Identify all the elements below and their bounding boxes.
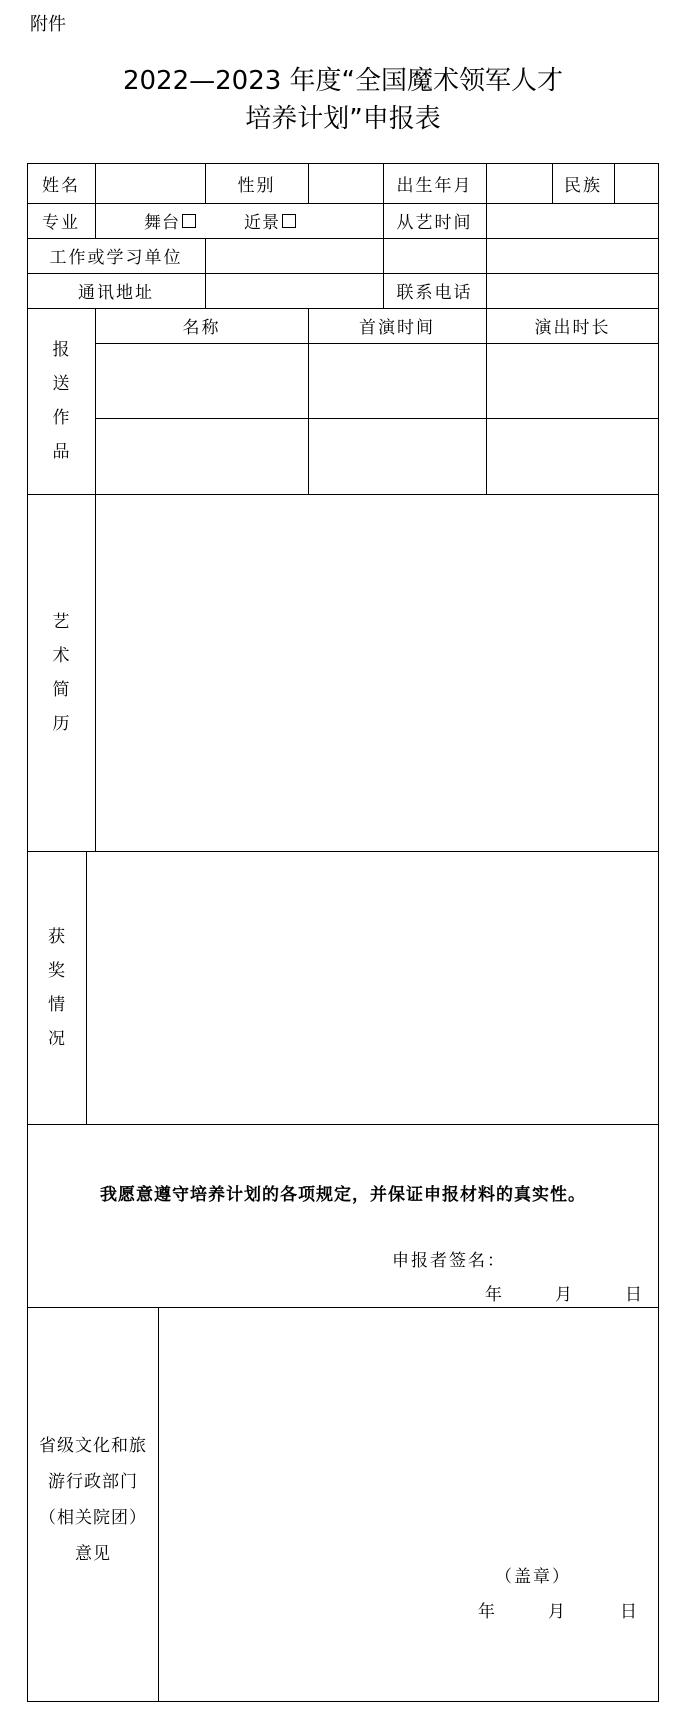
closeup-option[interactable] <box>230 203 310 238</box>
works-col-name: 名称 <box>182 318 221 338</box>
form-title-line1: 2022—2023 年度“全国魔术领军人才 <box>122 66 564 96</box>
closeup-label: 近景 <box>244 213 280 233</box>
phone-field[interactable] <box>486 273 659 308</box>
ethnicity-label: 民族 <box>564 175 602 196</box>
row-divider <box>27 1124 659 1125</box>
col-divider <box>95 203 96 238</box>
major-label: 专业 <box>42 213 80 233</box>
awards-field[interactable] <box>86 851 659 1124</box>
work2-duration-field[interactable] <box>486 418 659 494</box>
stage-checkbox[interactable] <box>182 214 196 228</box>
birth-field[interactable] <box>486 163 552 203</box>
attachment-label: 附件 <box>30 14 66 35</box>
gender-label: 性别 <box>237 175 276 196</box>
resume-field[interactable] <box>95 494 659 851</box>
work2-name-field[interactable] <box>95 418 308 494</box>
work2-premiere-field[interactable] <box>308 418 486 494</box>
closeup-checkbox[interactable] <box>282 214 296 228</box>
works-col-premiere: 首演时间 <box>359 318 435 338</box>
stage-label: 舞台 <box>144 213 180 233</box>
work1-name-field[interactable] <box>95 343 308 418</box>
phone-label: 联系电话 <box>396 283 473 303</box>
signature-year: 年 <box>485 1285 502 1305</box>
seal-month: 月 <box>548 1602 565 1622</box>
pledge-statement: 我愿意遵守培养计划的各项规定，并保证申报材料的真实性。 <box>100 1185 586 1205</box>
name-field[interactable] <box>95 163 205 203</box>
birth-label: 出生年月 <box>396 175 473 196</box>
work-unit-label: 工作或学习单位 <box>49 248 183 268</box>
works-section-label: 报 送 作 品 <box>52 340 70 462</box>
seal-year: 年 <box>478 1602 495 1622</box>
province-opinion-field[interactable] <box>158 1307 659 1702</box>
resume-section-label: 艺 术 简 历 <box>52 611 70 734</box>
work1-premiere-field[interactable] <box>308 343 486 418</box>
seal-label: （盖章） <box>495 1567 571 1587</box>
signature-day: 日 <box>625 1285 642 1305</box>
name-label: 姓名 <box>42 175 80 196</box>
ethnicity-field[interactable] <box>614 163 659 203</box>
province-opinion-label: 省级文化和旅 游行政部门 （相关院团） 意见 <box>39 1436 147 1564</box>
works-col-duration: 演出时长 <box>534 318 611 338</box>
address-field[interactable] <box>205 273 383 308</box>
career-time-label: 从艺时间 <box>396 213 473 233</box>
work1-duration-field[interactable] <box>486 343 659 418</box>
work-unit-field[interactable] <box>205 238 659 273</box>
address-label: 通讯地址 <box>78 283 154 303</box>
career-time-field[interactable] <box>486 203 659 238</box>
form-title-line2: 培养计划”申报表 <box>245 104 441 134</box>
gender-field[interactable] <box>308 163 383 203</box>
applicant-signature-label: 申报者签名： <box>392 1251 506 1271</box>
signature-month: 月 <box>555 1285 572 1305</box>
awards-section-label: 获 奖 情 况 <box>48 926 65 1049</box>
seal-day: 日 <box>620 1602 637 1622</box>
stage-option[interactable] <box>130 203 210 238</box>
